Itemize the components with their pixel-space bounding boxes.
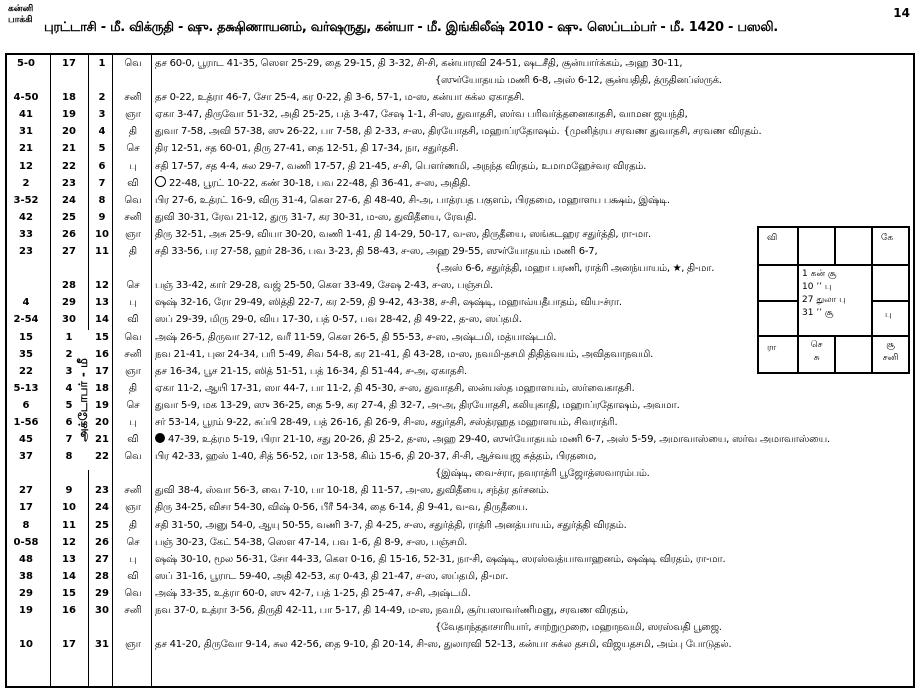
weekday-cell: சனி bbox=[124, 92, 142, 104]
paakki-label: பாக்கி bbox=[8, 15, 33, 25]
chart-text: 1 கன் சூ bbox=[802, 269, 837, 279]
chart-text: சனி bbox=[882, 353, 899, 363]
chart-cell bbox=[872, 301, 909, 336]
weekday-cell: பு bbox=[129, 160, 137, 172]
tamil-date-cell: 1 bbox=[98, 58, 106, 69]
chart-center bbox=[798, 265, 872, 336]
panchangam-details bbox=[155, 636, 907, 653]
tamil-date-cell: 28 bbox=[95, 570, 109, 582]
english-date-cell: 27 bbox=[62, 246, 76, 258]
nazhigai-cell: 31 bbox=[19, 126, 33, 138]
weekday-cell: வெ bbox=[124, 451, 142, 463]
nazhigai-cell: 35 bbox=[19, 348, 33, 360]
weekday-cell: சனி bbox=[124, 485, 142, 497]
weekday-cell: செ bbox=[126, 399, 140, 411]
nazhigai-cell: 38 bbox=[19, 570, 33, 582]
details-text: அஷ் 33-35, உத்ரா 60-0, ஸு 42-7, பத் 1-25, தி 25-47, ச-சி, அஷ்டமி. bbox=[155, 587, 471, 599]
english-date-cell: 19 bbox=[62, 109, 76, 121]
details-text: பஞ் 33-42, கார் 29-28, வஜ் 25-50, கௌ 33-49, சேஷ 2-43, ச-ஸ, பஞ்சமி. bbox=[155, 280, 493, 292]
details-text: திர 12-51, சத 60-01, திரு 27-41, தை 12-51, தி 17-34, நா, சதுர்தசி. bbox=[155, 143, 459, 155]
english-date-cell: 4 bbox=[65, 382, 73, 394]
english-date-cell: 16 bbox=[62, 605, 76, 616]
panchangam-details bbox=[155, 380, 907, 397]
weekday-cell: செ bbox=[126, 143, 140, 155]
page-title: புரட்டாசி - மீ. விக்ருதி - ஷு. தக்ஷிணாயனம், வர்ஷருது, கன்யா - மீ. இங்கிலீஷ் 2010 - ஷு. ஸெப்டம்பர் - மீ. 1420 - பஸலி. bbox=[44, 20, 778, 35]
calendar-row bbox=[5, 568, 915, 585]
nazhigai-cell: 1-56 bbox=[13, 416, 39, 428]
nazhigai-cell: 10 bbox=[19, 639, 33, 651]
calendar-row bbox=[5, 55, 915, 72]
details-text: நவ 37-0, உத்ரா 3-56, திருதி 42-11, பா 5-17, தி 14-49, ம-ஸ, நவமி, சூர்யஸாவர்ணிமனு, சரவண விரதம், bbox=[155, 605, 629, 616]
english-date-cell: 7 bbox=[65, 434, 73, 446]
nazhigai-cell: 5-13 bbox=[13, 382, 39, 394]
weekday-cell: வெ bbox=[124, 331, 142, 343]
weekday-cell: சனி bbox=[124, 348, 142, 360]
english-date-cell: 25 bbox=[62, 211, 76, 223]
english-date-cell: 15 bbox=[62, 587, 76, 599]
nazhigai-cell: 5-0 bbox=[16, 58, 36, 69]
tamil-date-cell: 15 bbox=[95, 331, 109, 343]
calendar-row bbox=[5, 106, 915, 123]
english-date-cell: 28 bbox=[62, 280, 76, 292]
nazhigai-cell: 19 bbox=[19, 605, 33, 616]
calendar-row bbox=[5, 534, 915, 551]
nazhigai-cell: 15 bbox=[19, 331, 33, 343]
panchangam-details bbox=[155, 106, 907, 123]
panchangam-details bbox=[155, 89, 907, 106]
calendar-row-continued bbox=[5, 619, 915, 636]
details-note: {முனித்ரய சரவண துவாதசி, சரவண விரதம். bbox=[563, 126, 762, 138]
weekday-cell: பு bbox=[129, 553, 137, 565]
english-date-cell: 13 bbox=[62, 553, 76, 565]
calendar-row bbox=[5, 209, 915, 226]
panchangam-details bbox=[155, 431, 907, 448]
english-date-cell: 30 bbox=[62, 314, 76, 326]
details-text: 47-39, உத்ரம 5-19, பிரா 21-10, சது 20-26, தி 25-2, த-ஸ, அஹ 29-40, ஸுர்யோதயம் மணி 6-7, அஸ் 5-59, அமாவாஸ்யை, ஸர்வ அமாவாஸ்யை. bbox=[167, 434, 830, 446]
corner-label bbox=[8, 4, 33, 26]
calendar-row bbox=[5, 551, 915, 568]
calendar-row bbox=[5, 192, 915, 209]
details-text: துவி 38-4, ஸ்வா 56-3, வை 7-10, பா 10-18, தி 11-57, அ-ஸ, துவிதீயை, சந்த்ர தர்சனம். bbox=[155, 485, 549, 497]
nazhigai-cell: 0-58 bbox=[13, 536, 39, 548]
details-text: அஷ் 26-5, திருவா 27-12, வரீ 11-59, கௌ 26-5, தி 55-53, ச-ஸ, அஷ்டமி, மத்யாஷ்டமி. bbox=[155, 331, 557, 343]
rasi-label: கன்னி bbox=[8, 4, 34, 14]
nazhigai-cell: 33 bbox=[19, 228, 33, 240]
calendar-row bbox=[5, 448, 915, 465]
tamil-date-cell: 30 bbox=[95, 605, 109, 616]
nazhigai-cell: 29 bbox=[19, 587, 33, 599]
month-label-text: அக்டோபர் - மீ bbox=[76, 330, 92, 470]
weekday-cell: ஞா bbox=[125, 639, 141, 651]
weekday-cell: வி bbox=[127, 314, 139, 326]
details-text: தச 16-34, பூச 21-15, ஸித் 51-51, பத் 16-34, தி 51-44, ச-அ, ஏகாதசி. bbox=[155, 365, 467, 377]
panchangam-details bbox=[155, 499, 907, 516]
panchangam-details bbox=[155, 55, 907, 72]
tamil-date-cell: 22 bbox=[95, 451, 109, 463]
details-continued: {வேதாந்ததாசாரியார், சாற்றுமுறை, மஹாநவமி, ஸரஸ்வதி பூஜை. bbox=[435, 622, 722, 634]
weekday-cell: வெ bbox=[124, 58, 142, 69]
tamil-date-cell: 23 bbox=[95, 485, 109, 497]
weekday-cell: ஞா bbox=[125, 502, 141, 514]
english-date-cell: 14 bbox=[62, 570, 76, 582]
tamil-date-cell: 6 bbox=[98, 160, 106, 172]
chart-cell bbox=[835, 336, 872, 373]
horoscope-chart bbox=[757, 226, 910, 374]
details-text: தச 41-20, திருவோ 9-14, சுல 42-56, தை 9-10, தி 20-14, சி-ஸ, துலாரவி 52-13, கன்யா சுக்ல தசமி, விஜயதசமி, அம்பு போடுதல். bbox=[155, 639, 732, 651]
calendar-row bbox=[5, 585, 915, 602]
nazhigai-cell: 37 bbox=[19, 451, 33, 463]
nazhigai-cell: 6 bbox=[22, 399, 30, 411]
details-text: ஏகா 11-2, ஆயி 17-31, ஸா 44-7, பா 11-2, தி 45-30, ச-ஸ, துவாதசி, ஸன்யஸ்த மஹாளயம், ஸர்வைகாதசி. bbox=[155, 382, 635, 394]
tamil-date-cell: 13 bbox=[95, 297, 109, 309]
tamil-date-cell: 10 bbox=[95, 228, 109, 240]
chart-text: 27 துலா பு bbox=[802, 295, 846, 305]
tamil-date-cell: 2 bbox=[98, 92, 106, 104]
calendar-row bbox=[5, 123, 915, 140]
chart-text: பு bbox=[885, 310, 892, 320]
chart-cell bbox=[798, 336, 835, 373]
details-text: ஸப் 31-16, பூராட 59-40, அதி 42-53, கர 0-43, தி 21-47, ச-ஸ, ஸப்தமி, தி-மா. bbox=[155, 570, 509, 582]
calendar-row bbox=[5, 140, 915, 157]
panchangam-details bbox=[155, 517, 907, 534]
weekday-cell: வெ bbox=[124, 194, 142, 206]
english-date-cell: 11 bbox=[62, 519, 76, 531]
weekday-cell: ஞா bbox=[125, 228, 141, 240]
tamil-date-cell: 26 bbox=[95, 536, 109, 548]
panchangam-details bbox=[155, 448, 907, 465]
nazhigai-cell: 45 bbox=[19, 434, 33, 446]
details-text: சதி 17-57, சத 4-4, சுல 29-7, வணி 17-57, தி 21-45, ச-சி, பௌர்ணமி, அநந்த விரதம், உமாமஹேச்வர விரதம். bbox=[155, 160, 647, 172]
english-date-cell: 17 bbox=[62, 639, 76, 651]
weekday-cell: பு bbox=[129, 416, 137, 428]
chart-cell bbox=[872, 336, 909, 373]
calendar-row bbox=[5, 89, 915, 106]
tamil-date-cell: 21 bbox=[95, 434, 109, 446]
panchangam-details bbox=[155, 602, 907, 619]
panchangam-details bbox=[155, 158, 907, 175]
chart-cell bbox=[758, 336, 798, 373]
details-text: பிர 42-33, ஹஸ் 1-40, சித் 56-52, மா 13-58, கிம் 15-6, தி 20-37, சி-சி, ஆச்வயுஜ சுத்தம், பிரதமை, bbox=[155, 451, 597, 463]
english-date-cell: 8 bbox=[65, 451, 73, 463]
weekday-cell: தி bbox=[128, 126, 138, 138]
weekday-cell: வெ bbox=[124, 587, 142, 599]
tamil-date-cell: 11 bbox=[95, 246, 109, 258]
chart-cell bbox=[835, 227, 872, 265]
chart-cell bbox=[872, 227, 909, 265]
tamil-date-cell: 4 bbox=[98, 126, 106, 138]
panchangam-details bbox=[155, 551, 907, 568]
details-text: ஏகா 3-47, திருவோ 51-32, அதி 25-25, பத் 3-47, சேஷ 1-1, சி-ஸ, துவாதசி, ஸர்வ பரிவர்த்தனைகாதசி, வாமன ஜயந்தி, bbox=[155, 109, 688, 121]
details-text: சதி 33-56, பர 27-58, ஹர் 28-36, பவ 3-23, தி 58-43, ச-ஸ, அஹ 29-55, ஸுர்யோதயம் மணி 6-7, bbox=[155, 246, 598, 258]
chart-cell bbox=[872, 265, 909, 301]
nazhigai-cell: 48 bbox=[19, 553, 33, 565]
details-continued: {இஷ்டி, வை-ச்ரா, நவராத்ரி பூஜோத்ஸவாரம்பம். bbox=[435, 468, 650, 480]
english-date-cell: 3 bbox=[65, 365, 73, 377]
panchangam-details bbox=[155, 585, 907, 602]
details-continued: {அஸ் 6-6, சதுர்த்தி, மஹா பரணி, ராத்ரி அனந்யாயம், ★, தி-மா. bbox=[435, 263, 715, 275]
nazhigai-cell: 3-52 bbox=[13, 194, 39, 206]
details-text: துவா 5-9, மக 13-29, ஸு 36-25, தை 5-9, கர 27-4, தி 32-7, அ-அ, திரயோதசி, கலியுகாதி, மஹாப்ரதோஷம், அவமா. bbox=[155, 399, 680, 411]
weekday-cell: சனி bbox=[124, 605, 142, 616]
chart-text: 10 ’’ பு bbox=[802, 282, 832, 292]
nazhigai-cell: 27 bbox=[19, 485, 33, 497]
details-text: ஸப் 29-39, மிரு 29-0, விய 17-30, பத் 0-57, பவ 28-42, தி 49-22, த-ஸ, ஸப்தமி. bbox=[155, 314, 522, 326]
tamil-date-cell: 5 bbox=[98, 143, 106, 155]
details-text: ஷஷ் 30-10, மூல 56-31, சோ 44-33, கௌ 0-16, தி 15-16, 52-31, நா-சி, ஷஷ்டி, ஸரஸ்வத்யாவாஹனம், ஷஷ்டி விரதம், ரா-மா. bbox=[155, 553, 726, 565]
english-date-cell: 23 bbox=[62, 177, 76, 189]
english-date-cell: 22 bbox=[62, 160, 76, 172]
calendar-row-continued bbox=[5, 72, 915, 89]
weekday-cell: பு bbox=[129, 297, 137, 309]
calendar-row bbox=[5, 158, 915, 175]
details-text: பிர 27-6, உத்ரட் 16-9, விரு 31-4, கௌ 27-6, தி 48-40, சி-அ, பாத்ரபத பகுளம், பிரதமை, மஹாளய பக்ஷம், இஷ்டி. bbox=[155, 194, 670, 206]
chart-text: கே bbox=[881, 233, 894, 243]
english-date-cell: 17 bbox=[62, 58, 76, 69]
details-text: பஞ் 30-23, கேட் 54-38, ஸௌ 47-14, பவ 1-6, தி 8-9, ச-ஸ, பஞ்சமி. bbox=[155, 536, 468, 548]
nazhigai-cell: 42 bbox=[19, 211, 33, 223]
english-date-cell: 26 bbox=[62, 228, 76, 240]
tamil-date-cell: 17 bbox=[95, 365, 109, 377]
panchangam-details bbox=[155, 534, 907, 551]
nazhigai-cell: 41 bbox=[19, 109, 33, 121]
nazhigai-cell: 23 bbox=[19, 246, 33, 258]
details-text: தச 60-0, பூராட 41-35, ஸௌ 25-29, தை 29-15, தி 3-32, சி-சி, கன்யாரவி 24-51, ஷடசீதி, சூன்யார்க்கம், அஹ 30-11, bbox=[155, 58, 683, 69]
english-date-cell: 12 bbox=[62, 536, 76, 548]
nazhigai-cell: 2 bbox=[22, 177, 30, 189]
details-text: ஷஷ் 32-16, ரோ 29-49, ஸித்தி 22-7, கர 2-59, தி 9-42, 43-38, ச-சி, ஷஷ்டி, மஹாவ்யதீபாதம், விய-ச்ரா. bbox=[155, 297, 622, 309]
english-date-cell: 29 bbox=[62, 297, 76, 309]
nazhigai-cell: 17 bbox=[19, 502, 33, 514]
calendar-row-continued bbox=[5, 465, 915, 482]
nazhigai-cell: 22 bbox=[19, 365, 33, 377]
tamil-date-cell: 8 bbox=[98, 194, 106, 206]
calendar-row bbox=[5, 517, 915, 534]
chart-cell bbox=[798, 227, 835, 265]
tamil-date-cell: 19 bbox=[95, 399, 109, 411]
details-text: சர் 53-14, பூரம் 9-22, சுப்பி 28-49, பத் 26-16, தி 26-9, சி-ஸ, சதுர்தசி, சஸ்த்ரஹத மஹாளயம், சிவராத்ரி. bbox=[155, 416, 618, 428]
weekday-cell: ஞா bbox=[125, 365, 141, 377]
chart-cell bbox=[758, 265, 798, 301]
details-text: நவ 21-41, புன 24-34, பரி 5-49, சிவ 54-8, கர 21-41, தி 43-28, ம-ஸ, நவமி-தசமி திதித்வயம், அவிதவாநவமி. bbox=[155, 348, 654, 360]
tamil-date-cell: 18 bbox=[95, 382, 109, 394]
nazhigai-cell: 12 bbox=[19, 160, 33, 172]
calendar-row bbox=[5, 431, 915, 448]
chart-text: சு bbox=[813, 353, 820, 363]
english-date-cell: 5 bbox=[65, 399, 73, 411]
nazhigai-cell: 2-54 bbox=[13, 314, 39, 326]
panchangam-details bbox=[155, 123, 907, 140]
tamil-date-cell: 20 bbox=[95, 416, 109, 428]
chart-text: செ bbox=[810, 340, 823, 350]
tamil-date-cell: 25 bbox=[95, 519, 109, 531]
chart-text: 31 ’’ சூ bbox=[802, 308, 834, 318]
chart-text: வி bbox=[767, 233, 778, 243]
weekday-cell: வி bbox=[127, 434, 139, 446]
tamil-date-cell: 3 bbox=[98, 109, 106, 121]
tamil-date-cell: 16 bbox=[95, 348, 109, 360]
calendar-row bbox=[5, 482, 915, 499]
calendar-row bbox=[5, 414, 915, 431]
sun-symbol-icon bbox=[155, 176, 166, 187]
weekday-cell: தி bbox=[128, 246, 138, 258]
chart-text: ரா bbox=[767, 343, 777, 353]
calendar-row bbox=[5, 499, 915, 516]
english-date-cell: 10 bbox=[62, 502, 76, 514]
weekday-cell: வி bbox=[127, 570, 139, 582]
nazhigai-cell: 4 bbox=[22, 297, 30, 309]
english-date-cell: 1 bbox=[65, 331, 73, 343]
details-text: திரு 34-25, விசா 54-30, விஷ் 0-56, பீரீ 54-34, தை 6-14, தி 9-41, வ-வ, திருதீயை. bbox=[155, 502, 528, 514]
panchangam-details bbox=[155, 568, 907, 585]
page-number: 14 bbox=[893, 6, 910, 20]
panchangam-details bbox=[155, 482, 907, 499]
weekday-cell: சனி bbox=[124, 211, 142, 223]
weekday-cell: வி bbox=[127, 177, 139, 189]
details-continued: {ஸுர்யோதயம் மணி 6-8, அஸ் 6-12, சூன்யதிதி, த்ருதினப்ஸ்ருக். bbox=[435, 75, 722, 87]
weekday-cell: ஞா bbox=[125, 109, 141, 121]
details-text: துவா 7-58, அவி 57-38, ஸு 26-22, பா 7-58, தி 2-33, ச-ஸ, திரயோதசி, மஹாப்ரதோஷம். bbox=[155, 126, 560, 138]
tamil-date-cell: 31 bbox=[95, 639, 109, 651]
details-text: சதி 31-50, அனு 54-0, ஆயு 50-55, வணி 3-7, தி 4-25, ச-ஸ, சதுர்த்தி, ராத்ரி அனத்யாயம், சதுர்த்தி விரதம். bbox=[155, 519, 627, 531]
english-date-cell: 20 bbox=[62, 126, 76, 138]
tamil-date-cell: 14 bbox=[95, 314, 109, 326]
weekday-cell: செ bbox=[126, 536, 140, 548]
new-moon-icon bbox=[155, 433, 165, 443]
weekday-cell: தி bbox=[128, 382, 138, 394]
calendar-row bbox=[5, 397, 915, 414]
tamil-date-cell: 29 bbox=[95, 587, 109, 599]
tamil-date-cell: 12 bbox=[95, 280, 109, 292]
english-date-cell: 24 bbox=[62, 194, 76, 206]
tamil-date-cell: 24 bbox=[95, 502, 109, 514]
weekday-cell: தி bbox=[128, 519, 138, 531]
calendar-row bbox=[5, 636, 915, 653]
calendar-row bbox=[5, 175, 915, 192]
calendar-row bbox=[5, 602, 915, 619]
calendar-row bbox=[5, 380, 915, 397]
english-date-cell: 9 bbox=[65, 485, 73, 497]
panchangam-details bbox=[155, 397, 907, 414]
panchangam-details bbox=[155, 209, 907, 226]
panchangam-details bbox=[155, 414, 907, 431]
nazhigai-cell: 8 bbox=[22, 519, 30, 531]
panchangam-details bbox=[155, 175, 907, 192]
details-text: திரு 32-51, அசு 25-9, வியா 30-20, வணி 1-41, தி 14-29, 50-17, வ-ஸ, திருதீயை, ஸங்கடஹர சதுர்த்தி, ரா-மா. bbox=[155, 228, 652, 240]
details-text: 22-48, பூரட் 10-22, கண் 30-18, பவ 22-48, தி 36-41, ச-ஸ, அதிதி. bbox=[168, 177, 471, 189]
nazhigai-cell: 4-50 bbox=[13, 92, 39, 104]
tamil-date-cell: 9 bbox=[98, 211, 106, 223]
english-date-cell: 18 bbox=[62, 92, 76, 104]
tamil-date-cell: 7 bbox=[98, 177, 106, 189]
chart-cell bbox=[758, 301, 798, 336]
english-date-cell: 6 bbox=[65, 416, 73, 428]
chart-text: சூ bbox=[886, 340, 895, 350]
panchangam-details bbox=[155, 192, 907, 209]
english-date-cell: 2 bbox=[65, 348, 73, 360]
chart-cell bbox=[758, 227, 798, 265]
english-date-cell: 21 bbox=[62, 143, 76, 155]
tamil-date-cell: 27 bbox=[95, 553, 109, 565]
nazhigai-cell: 21 bbox=[19, 143, 33, 155]
weekday-cell: செ bbox=[126, 280, 140, 292]
panchangam-details bbox=[155, 140, 907, 157]
details-text: துவி 30-31, ரேவ 21-12, துரு 31-7, கர 30-31, ம-ஸ, துவிதீயை, ரேவதி. bbox=[155, 211, 477, 223]
details-text: தச 0-22, உத்ரா 46-7, சோ 25-4, கர 0-22, தி 3-6, 57-1, ம-ஸ, கன்யா சுக்ல ஏகாதசி. bbox=[155, 92, 525, 104]
